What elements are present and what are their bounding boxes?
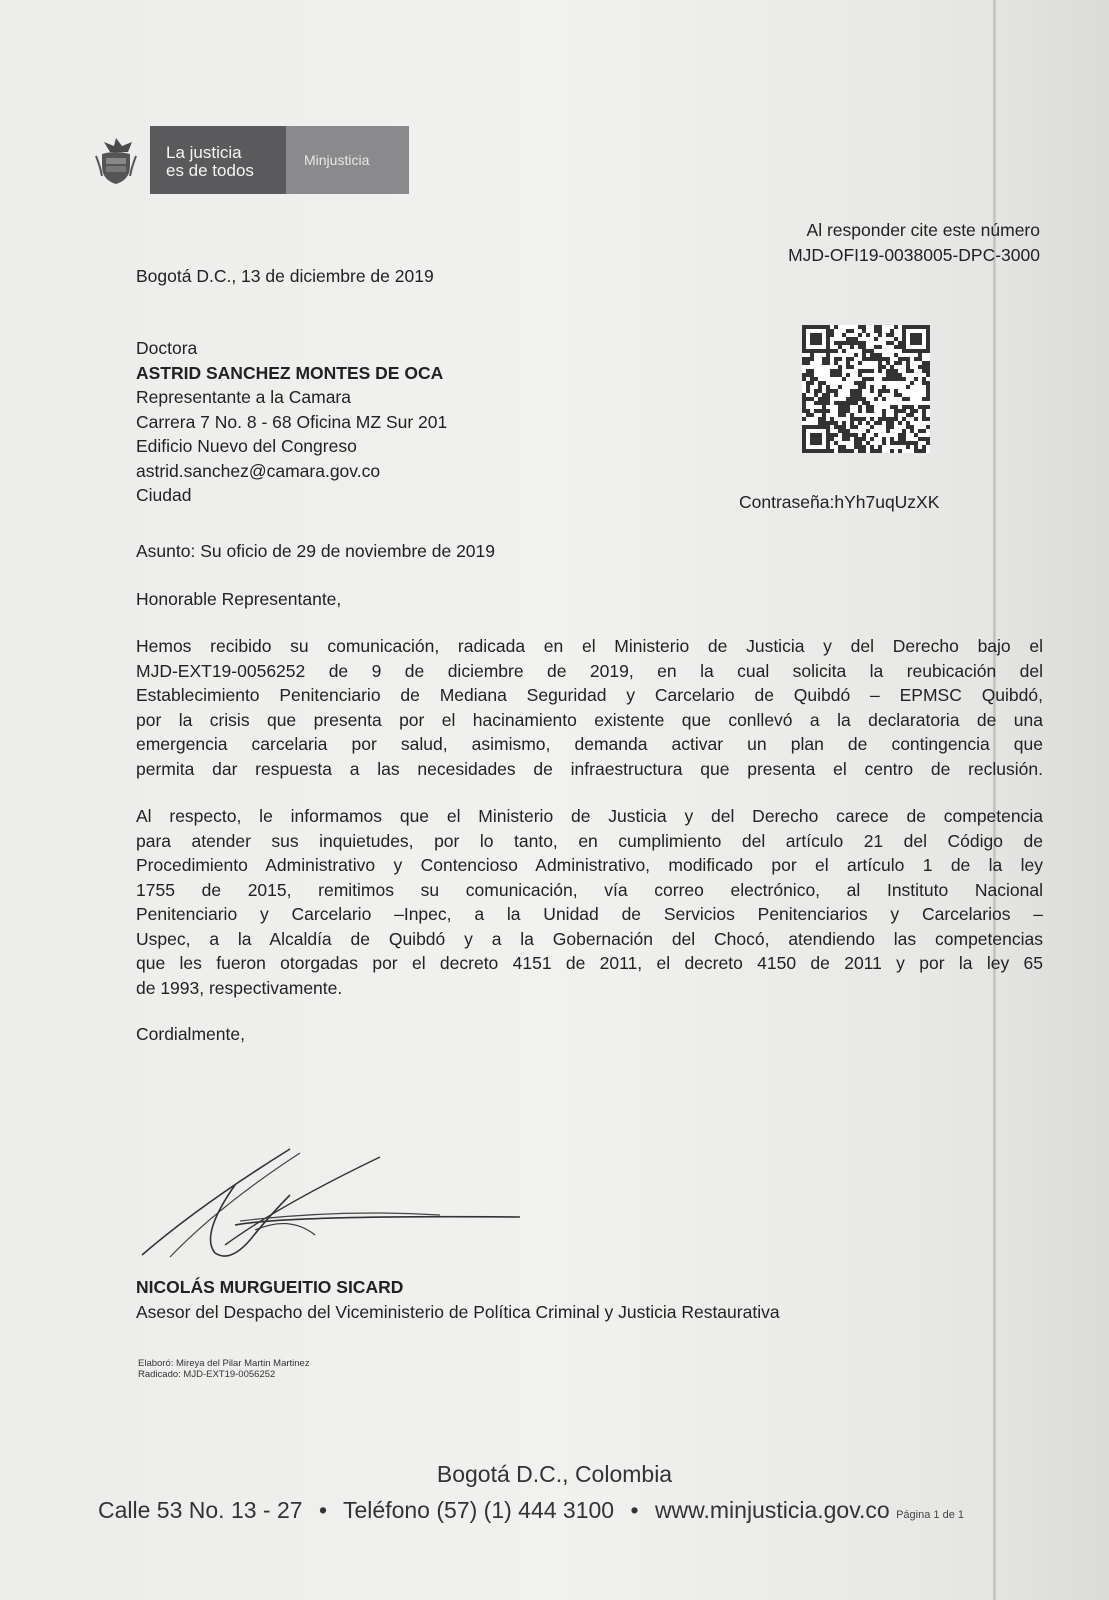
body-paragraph-1 xyxy=(136,634,1043,781)
paragraph-line: Establecimiento Penitenciario de Mediana Seguridad y Carcelario de Quibdó – EPMSC Quibdó, xyxy=(136,685,1043,705)
salutation: Honorable Representante, xyxy=(136,589,342,609)
paragraph-line: permita dar respuesta a las necesidades de infraestructura que presenta el centro de reclusión. xyxy=(136,758,1043,779)
letter-subject: Asunto: Su oficio de 29 de noviembre de 2019 xyxy=(136,541,495,561)
footer-city: Bogotá D.C., Colombia xyxy=(436,1461,673,1487)
paragraph-line: MJD-EXT19-0056252 de 9 de diciembre de 2019, en la cual solicita la reubicación del xyxy=(136,660,1043,681)
paragraph-line: Hemos recibido su comunicación, radicada en el Ministerio de Justicia y del Derecho bajo el xyxy=(136,636,1043,656)
closing: Cordialmente, xyxy=(136,1024,245,1044)
paragraph-line: para atender sus inquietudes, por lo tanto, en cumplimiento del artículo 21 del Código de xyxy=(136,830,1043,851)
citation-reference xyxy=(600,218,1040,267)
recipient-role: Representante a la Camara xyxy=(136,387,351,407)
ministry-logo xyxy=(150,126,409,194)
verification-password: Contraseña:hYh7uqUzXK xyxy=(739,492,940,512)
paragraph-line: Procedimiento Administrativo y Contencioso Administrativo, modificado por el artículo 1 de la ley xyxy=(136,855,1043,875)
logo-ministry: Minjusticia xyxy=(286,126,409,194)
citation-number: MJD-OFI19-0038005-DPC-3000 xyxy=(788,244,1040,265)
footer-contact xyxy=(98,1497,964,1524)
paragraph-line: Uspec, a la Alcaldía de Quibdó y a la Gobernación del Chocó, atendiendo las competencias xyxy=(136,928,1043,949)
letter-date: Bogotá D.C., 13 de diciembre de 2019 xyxy=(136,266,434,286)
bullet-separator: • xyxy=(630,1497,639,1523)
coat-of-arms-icon xyxy=(94,136,138,186)
prepared-by: Elaboró: Mireya del Pilar Martin Martinez xyxy=(138,1358,310,1369)
filing-number: Radicado: MJD-EXT19-0056252 xyxy=(138,1369,276,1380)
internal-references xyxy=(138,1358,310,1380)
recipient-email: astrid.sanchez@camara.gov.co xyxy=(136,460,381,481)
paragraph-line: emergencia carcelaria por salud, asimismo, demanda activar un plan de contingencia que xyxy=(136,734,1043,754)
body-paragraph-2 xyxy=(136,804,1043,1000)
recipient-title: Doctora xyxy=(136,338,198,358)
logo-line-1: La justicia xyxy=(166,143,242,162)
signer-block xyxy=(136,1275,780,1324)
handwritten-signature-icon xyxy=(140,1145,530,1263)
qr-code-icon xyxy=(802,325,930,453)
bullet-separator: • xyxy=(318,1497,328,1523)
footer-address: Calle 53 No. 13 - 27 xyxy=(98,1497,303,1523)
recipient-city: Ciudad xyxy=(136,485,192,505)
paragraph-line: por la crisis que presenta por el hacinamiento existente que conllevó a la declaratoria de una xyxy=(136,709,1043,730)
citation-instruction: Al responder cite este número xyxy=(806,220,1040,240)
logo-slogan xyxy=(150,126,286,194)
recipient-address: Carrera 7 No. 8 - 68 Oficina MZ Sur 201 xyxy=(136,411,448,432)
paragraph-line: de 1993, respectivamente. xyxy=(136,977,343,998)
footer-phone: Teléfono (57) (1) 444 3100 xyxy=(343,1497,615,1523)
recipient-block xyxy=(136,336,447,508)
paragraph-line: 1755 de 2015, remitimos su comunicación, vía correo electrónico, al Instituto Nacional xyxy=(136,879,1043,900)
recipient-building: Edificio Nuevo del Congreso xyxy=(136,436,357,456)
page-number: Página 1 de 1 xyxy=(896,1509,964,1521)
footer-website: www.minjusticia.gov.co xyxy=(654,1497,890,1523)
recipient-name: ASTRID SANCHEZ MONTES DE OCA xyxy=(136,362,444,383)
signer-position: Asesor del Despacho del Viceministerio de Política Criminal y Justicia Restaurativa xyxy=(136,1301,780,1322)
paragraph-line: que les fueron otorgadas por el decreto 4151 de 2011, el decreto 4150 de 2011 y por la ley 65 xyxy=(136,953,1043,973)
paragraph-line: Penitenciario y Carcelario –Inpec, a la Unidad de Servicios Penitenciarios y Carcelarios – xyxy=(136,904,1043,924)
signer-name: NICOLÁS MURGUEITIO SICARD xyxy=(136,1277,404,1297)
logo-line-2: es de todos xyxy=(166,161,254,180)
paragraph-line: Al respecto, le informamos que el Ministerio de Justicia y del Derecho carece de competencia xyxy=(136,806,1043,826)
